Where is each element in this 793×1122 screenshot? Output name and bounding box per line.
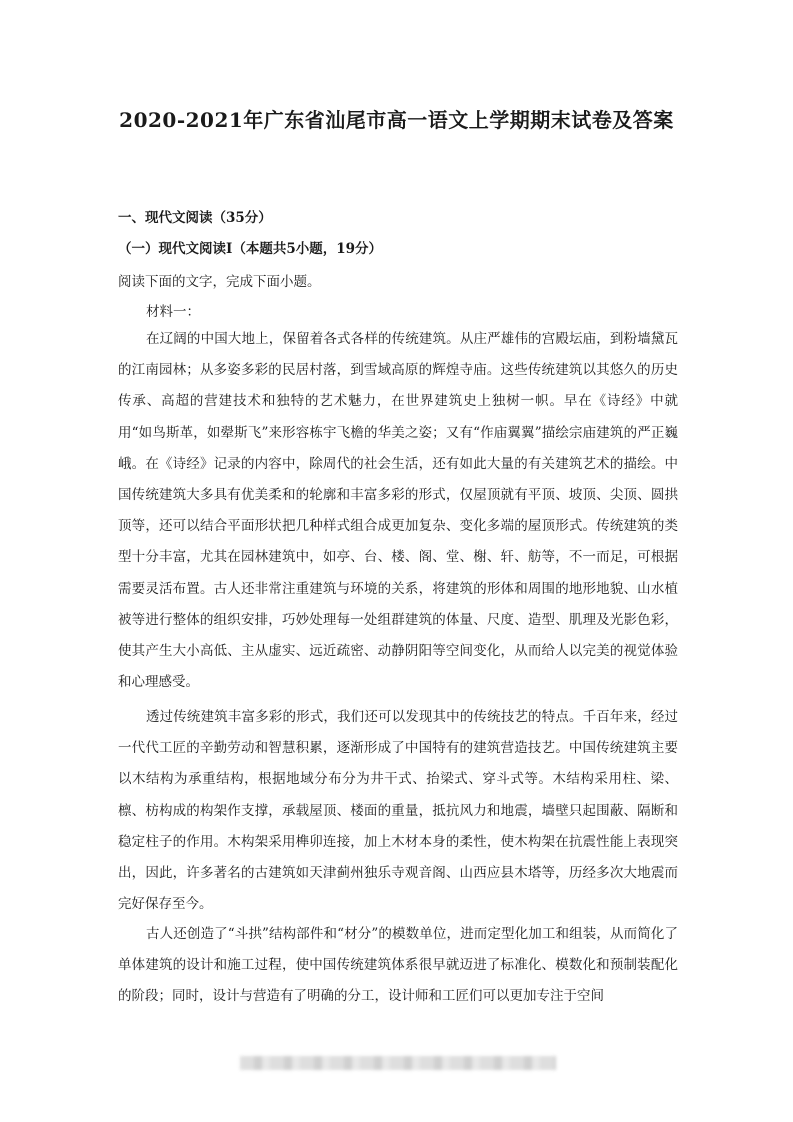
material-label: 材料一： xyxy=(146,304,200,320)
body-paragraph: 在辽阔的中国大地上，保留着各式各样的传统建筑。从庄严雄伟的宫殿坛庙，到粉墙黛瓦的江南园林；从多姿多彩的民居村落，到雪域高原的辉煌寺庙。这些传统建筑以其悠久的历史传承、高超的营建技术和独特的艺术魅力，在世界建筑史上独树一帜。早在《诗经》中就用“如鸟斯革，如翚斯飞”来形容栋宇飞檐的华美之姿；又有“作庙翼翼”描绘宗庙建筑的严正巍峨。在《诗经》记录的内容中，除周代的社会生活，还有如此大量的有关建筑艺术的描绘。中国传统建筑大多具有优美柔和的轮廓和丰富多彩的形式，仅屋顶就有平顶、坡顶、尖顶、圆拱顶等，还可以结合平面形状把几种样式组合成更加复杂、变化多端的屋顶形式。传统建筑的类型十分丰富，尤其在园林建筑中，如亭、台、楼、阁、堂、榭、轩、舫等，不一而足，可根据需要灵活布置。古人还非常注重建筑与环境的关系，将建筑的形体和周围的地形地貌、山水植被等进行整体的组织安排，巧妙处理每一处组群建筑的体量、尺度、造型、肌理及光影色彩，使其产生大小高低、主从虚实、远近疏密、动静阴阳等空间变化，从而给人以完美的视觉体验和心理感受。 xyxy=(118,331,678,691)
body-paragraph: 透过传统建筑丰富多彩的形式，我们还可以发现其中的传统技艺的特点。千百年来，经过一代代工匠的辛勤劳动和智慧积累，逐渐形成了中国特有的建筑营造技艺。中国传统建筑主要以木结构为承重结构，根据地域分布分为井干式、抬梁式、穿斗式等。木结构采用柱、梁、檩、枋构成的构架作支撑，承载屋顶、楼面的重量，抵抗风力和地震，墙壁只起围蔽、隔断和稳定柱子的作用。木构架采用榫卯连接，加上木材本身的柔性，使木构架在抗震性能上表现突出，因此，许多著名的古建筑如天津蓟州独乐寺观音阁、山西应县木塔等，历经多次大地震而完好保存至今。 xyxy=(118,709,678,913)
body-paragraph: 古人还创造了“斗拱”结构部件和“材分”的模数单位，进而定型化加工和组装，从而简化了单体建筑的设计和施工过程，使中国传统建筑体系很早就迈进了标准化、模数化和预制装配化的阶段；同时，设计与营造有了明确的分工，设计师和工匠们可以更加专注于空间 xyxy=(118,926,678,1005)
reading-instruction: 阅读下面的文字，完成下面小题。 xyxy=(118,274,321,290)
subsection-heading: （一）现代文阅读Ⅰ（本题共5小题，19分） xyxy=(118,241,382,257)
footer-watermark xyxy=(240,1056,556,1070)
section-heading: 一、现代文阅读（35分） xyxy=(118,210,272,226)
document-title: 2020-2021年广东省汕尾市高一语文上学期期末试卷及答案 xyxy=(119,108,674,132)
